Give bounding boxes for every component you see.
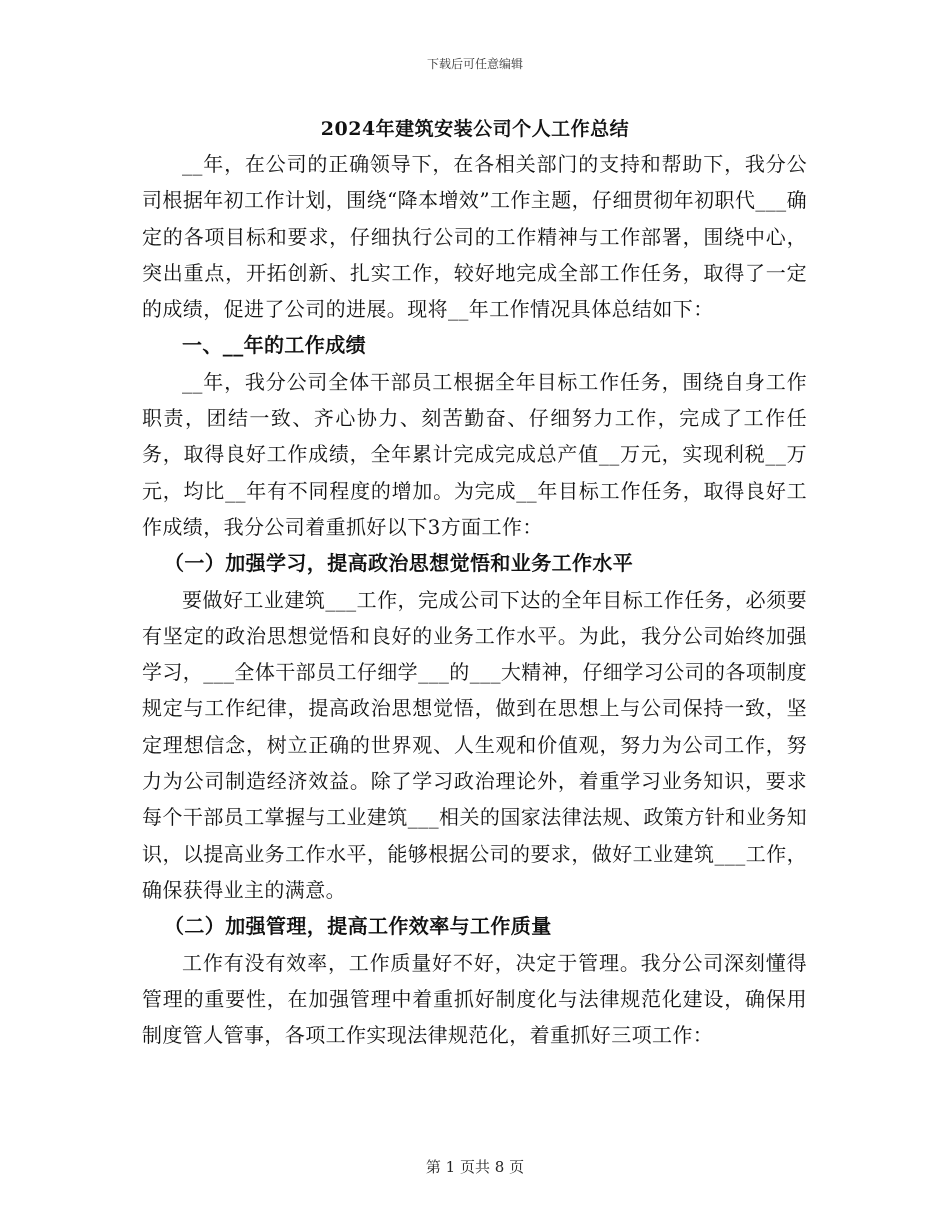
- header-note: 下载后可任意编辑: [426, 57, 523, 71]
- document-title: 2024年建筑安装公司个人工作总结: [320, 118, 630, 140]
- heading-section-1: 一、__年的工作成绩: [182, 333, 366, 358]
- heading-subsection-1: （一）加强学习，提高政治思想觉悟和业务工作水平: [164, 551, 634, 576]
- paragraph-achievements: __年，我分公司全体干部员工根据全年目标工作任务，围绕自身工作职责，团结一致、齐心协力、刻苦勤奋、仔细努力工作，完成了工作任务，取得良好工作成绩，全年累计完成完成总产值__万元，实现利税__万元，均比__年有不同程度的增加。为完成__年目标工作任务，取得良好工作成绩，我分公司着重抓好以下3方面工作：: [142, 369, 807, 539]
- paragraph-study: 要做好工业建筑___工作，完成公司下达的全年目标工作任务，必须要有坚定的政治思想觉悟和良好的业务工作水平。为此，我分公司始终加强学习，___全体干部员工仔细学___的___大精神，仔细学习公司的各项制度规定与工作纪律，提高政治思想觉悟，做到在思想上与公司保持一致，坚定理想信念，树立正确的世界观、人生观和价值观，努力为公司工作，努力为公司制造经济效益。除了学习政治理论外，着重学习业务知识，要求每个干部员工掌握与工业建筑___相关的国家法律法规、政策方针和业务知识，以提高业务工作水平，能够根据公司的要求，做好工业建筑___工作，确保获得业主的满意。: [142, 587, 807, 902]
- paragraph-management: 工作有没有效率，工作质量好不好，决定于管理。我分公司深刻懂得管理的重要性，在加强管理中着重抓好制度化与法律规范化建设，确保用制度管人管事，各项工作实现法律规范化，着重抓好三项工作：: [142, 950, 807, 1048]
- document-body: [142, 146, 807, 1053]
- paragraph-intro: __年，在公司的正确领导下，在各相关部门的支持和帮助下，我分公司根据年初工作计划，围绕“降本增效”工作主题，仔细贯彻年初职代___确定的各项目标和要求，仔细执行公司的工作精神与工作部署，围绕中心，突出重点，开拓创新、扎实工作，较好地完成全部工作任务，取得了一定的成绩，促进了公司的进展。现将__年工作情况具体总结如下：: [142, 152, 807, 322]
- heading-subsection-2: （二）加强管理，提高工作效率与工作质量: [164, 914, 552, 939]
- page-number: 第 1 页共 8 页: [425, 1158, 525, 1176]
